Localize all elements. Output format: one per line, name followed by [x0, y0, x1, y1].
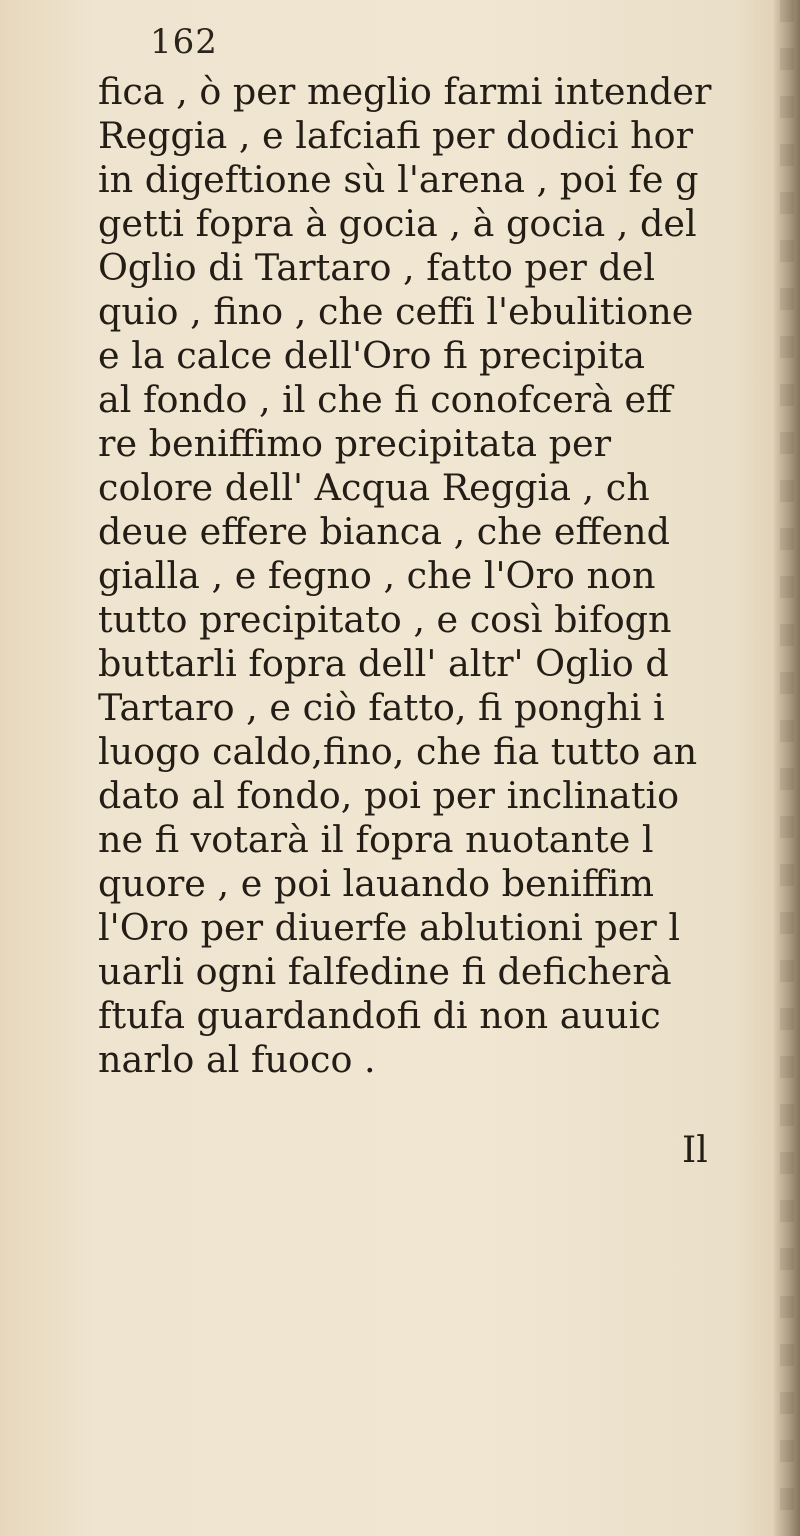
- text-line: ftufa guardandofi di non auuic: [98, 994, 661, 1037]
- text-line: re beniffimo precipitata per: [98, 422, 612, 465]
- text-line: al fondo , il che fi conofcerà eff: [98, 378, 673, 421]
- text-line: luogo caldo,fino, che fia tutto an: [98, 730, 698, 773]
- text-line: Oglio di Tartaro , fatto per del: [98, 246, 656, 289]
- text-line: gialla , e fegno , che l'Oro non: [98, 554, 656, 597]
- text-line: l'Oro per diuerfe ablutioni per l: [98, 906, 681, 949]
- body-text: [98, 70, 788, 1082]
- text-line: quio , fino , che ceffi l'ebulitione: [98, 290, 694, 333]
- text-line: e la calce dell'Oro fi precipita: [98, 334, 646, 377]
- catchword: Il: [682, 1130, 708, 1171]
- page-number: 162: [150, 22, 218, 62]
- text-line: in digeftione sù l'arena , poi fe g: [98, 158, 699, 201]
- text-line: narlo al fuoco .: [98, 1038, 376, 1081]
- text-line: buttarli fopra dell' altr' Oglio d: [98, 642, 669, 685]
- text-line: Tartaro , e ciò fatto, fi ponghi i: [98, 686, 665, 729]
- text-line: dato al fondo, poi per inclinatio: [98, 774, 680, 817]
- text-line: tutto precipitato , e così bifogn: [98, 598, 672, 641]
- text-line: Reggia , e lafciafi per dodici hor: [98, 114, 694, 157]
- text-line: ne fi votarà il fopra nuotante l: [98, 818, 654, 861]
- text-line: getti fopra à gocia , à gocia , del: [98, 202, 697, 245]
- text-line: fica , ò per meglio farmi intender: [98, 70, 712, 113]
- text-line: uarli ogni falfedine fi deficherà: [98, 950, 672, 993]
- text-line: quore , e poi lauando beniffim: [98, 862, 655, 905]
- text-line: deue effere bianca , che effend: [98, 510, 670, 553]
- text-line: colore dell' Acqua Reggia , ch: [98, 466, 650, 509]
